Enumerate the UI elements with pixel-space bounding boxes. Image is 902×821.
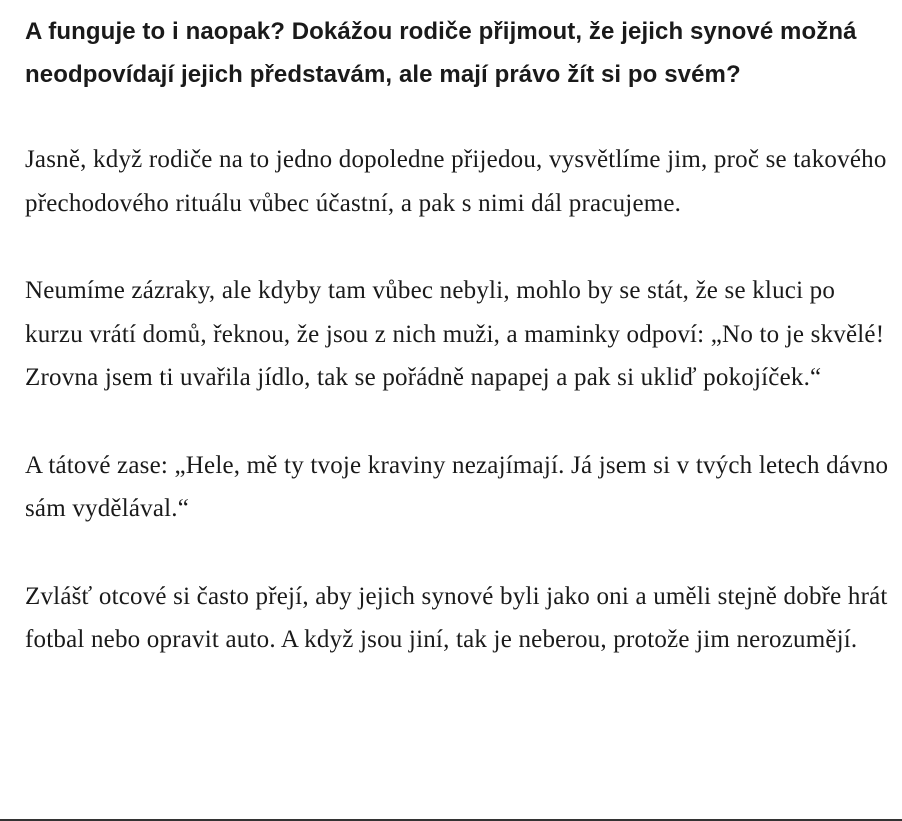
answer-paragraph-1: Jasně, když rodiče na to jedno dopoledne přijedou, vysvětlíme jim, proč se takového přechodového rituálu vůbec účastní, a pak s nimi dál pracujeme. [25, 146, 887, 217]
answer-paragraph-4: Zvlášť otcové si často přejí, aby jejich synové byli jako oni a uměli stejně dobře hrát fotbal nebo opravit auto. A když jsou jiní, tak je neberou, protože jim nerozumějí. [25, 582, 888, 653]
answer-paragraph-3: A tátové zase: „Hele, mě ty tvoje kraviny nezajímají. Já jsem si v tvých letech dávno sám vydělával.“ [25, 451, 889, 522]
answer-paragraph-2: Neumíme zázraky, ale kdyby tam vůbec nebyli, mohlo by se stát, že se kluci po kurzu vrátí domů, řeknou, že jsou z nich muži, a maminky odpoví: „No to je skvělé! Zrovna jsem ti uvařila jídlo, tak se pořádně napapej a pak si ukliď pokojíček.“ [25, 277, 885, 391]
interview-question: A funguje to i naopak? Dokážou rodiče přijmout, že jejich synové možná neodpovídají jejich představám, ale mají právo žít si po svém? [25, 18, 857, 88]
article-body [25, 10, 890, 706]
